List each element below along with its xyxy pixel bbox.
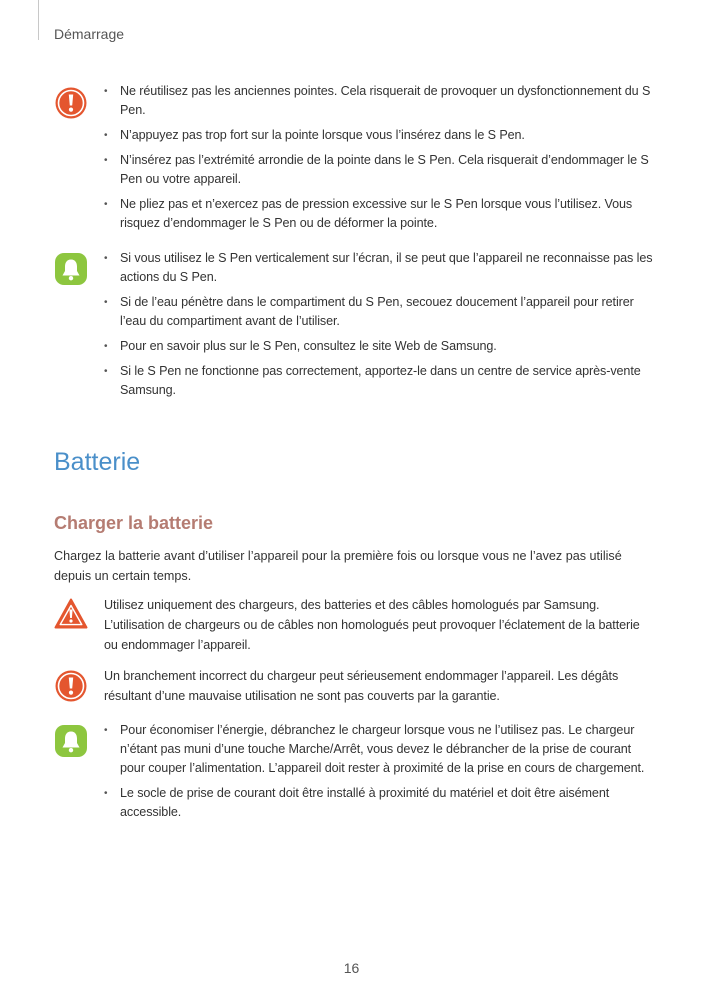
note-list: [104, 721, 654, 822]
list-item: • Le socle de prise de courant doit être installé à proximité du matériel et doit être aisément accessible.: [104, 784, 654, 822]
list-item: • Si de l’eau pénètre dans le compartiment du S Pen, secouez doucement l’appareil pour retirer l’eau du compartiment avant de l’utiliser.: [104, 293, 654, 331]
list-item: • Si vous utilisez le S Pen verticalement sur l’écran, il se peut que l’appareil ne reconnaisse pas les actions du S Pen.: [104, 249, 654, 287]
intro-paragraph: Chargez la batterie avant d’utiliser l’appareil pour la première fois ou lorsque vous ne l’avez pas utilisé depuis un certain temps.: [54, 549, 622, 583]
exclamation-circle-icon: [54, 669, 88, 703]
list-item: • N’insérez pas l’extrémité arrondie de la pointe dans le S Pen. Cela risquerait d’endommager le S Pen ou votre appareil.: [104, 151, 654, 189]
caution-text: Utilisez uniquement des chargeurs, des batteries et des câbles homologués par Samsung. L’utilisation de chargeurs ou de câbles non homologués peut provoquer l’éclatement de la batterie ou endommager l’appareil.: [104, 598, 640, 652]
list-item: • Pour économiser l’énergie, débranchez le chargeur lorsque vous ne l’utilisez pas. Le chargeur n’étant pas muni d’une touche Marche/Arrêt, vous devez le débrancher de la prise de courant pour couper l’alimentation. L’appareil doit rester à proximité de la prise en cours de chargement.: [104, 721, 654, 778]
exclamation-circle-icon: [54, 86, 88, 120]
bell-icon: [54, 252, 88, 286]
header-divider: [38, 0, 39, 40]
list-item: • N’appuyez pas trop fort sur la pointe lorsque vous l’insérez dans le S Pen.: [104, 126, 654, 145]
warning-triangle-icon: [54, 597, 88, 631]
list-item: • Pour en savoir plus sur le S Pen, consultez le site Web de Samsung.: [104, 337, 654, 356]
section-subtitle: Charger la batterie: [54, 513, 214, 533]
note-list: [104, 249, 654, 400]
warning-list: [104, 82, 654, 233]
bell-icon: [54, 724, 88, 758]
page-number: 16: [343, 960, 360, 976]
warning-text: Un branchement incorrect du chargeur peut sérieusement endommager l’appareil. Les dégâts résultant d’une mauvaise utilisation ne sont pas couverts par la garantie.: [104, 669, 619, 703]
section-title: Batterie: [54, 448, 141, 476]
list-item: • Ne réutilisez pas les anciennes pointes. Cela risquerait de provoquer un dysfonctionnement du S Pen.: [104, 82, 654, 120]
list-item: • Si le S Pen ne fonctionne pas correctement, apportez-le dans un centre de service après-vente Samsung.: [104, 362, 654, 400]
page-header-section: Démarrage: [54, 26, 125, 42]
list-item: • Ne pliez pas et n’exercez pas de pression excessive sur le S Pen lorsque vous l’utilisez. Vous risquez d’endommager le S Pen ou de déformer la pointe.: [104, 195, 654, 233]
